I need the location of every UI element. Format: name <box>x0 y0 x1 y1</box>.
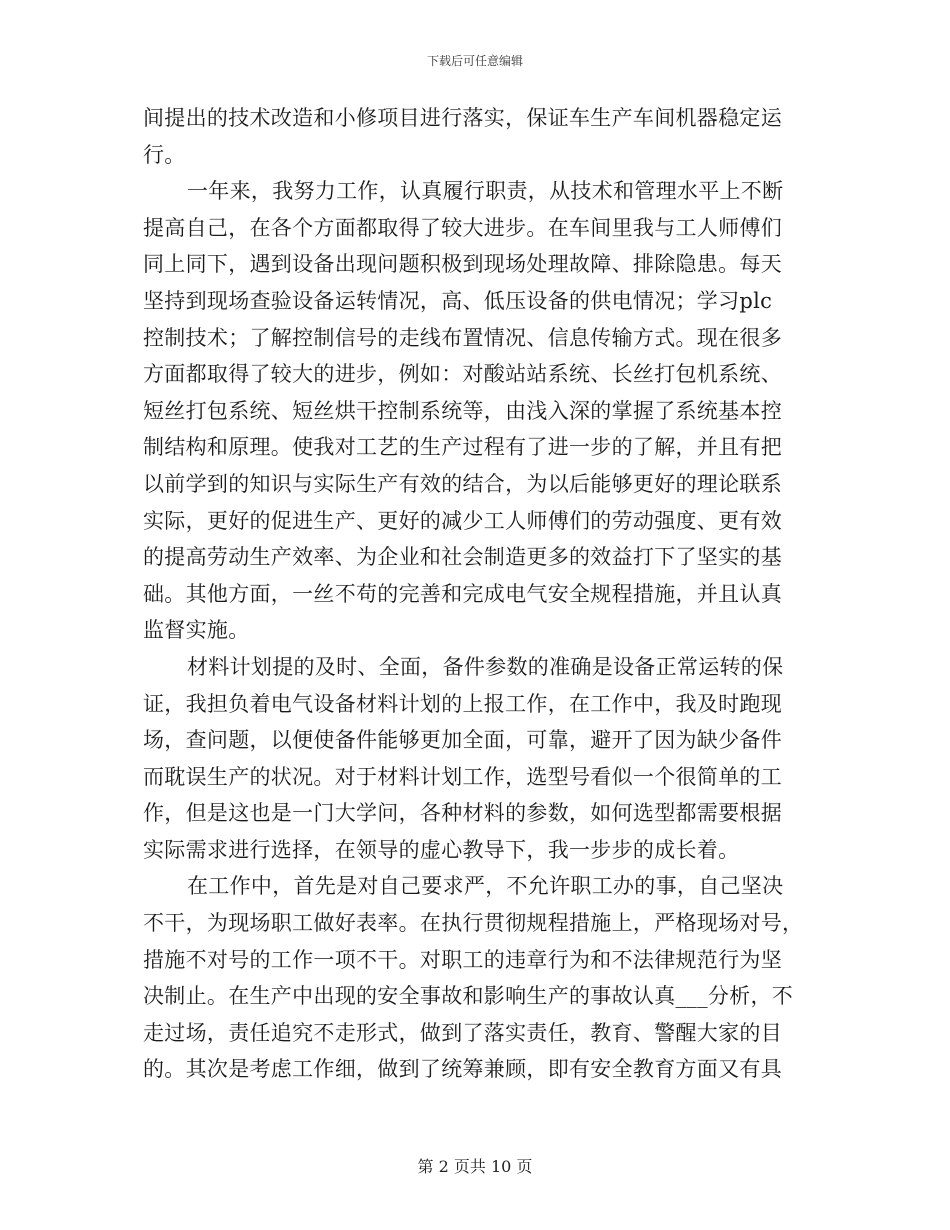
text-line: 的。其次是考虑工作细，做到了统筹兼顾，即有安全教育方面又有具 <box>143 1057 782 1082</box>
text-line: 行。 <box>143 142 186 167</box>
text-line: 不干，为现场职工做好表率。在执行贯彻规程措施上，严格现场对号， <box>143 911 804 936</box>
paragraph-start-line: 一年来，我努力工作，认真履行职责，从技术和管理水平上不断 <box>187 179 784 204</box>
text-line: 短丝打包系统、短丝烘干控制系统等，由浅入深的掌握了系统基本控 <box>143 398 782 423</box>
text-line: 方面都取得了较大的进步，例如：对酸站站系统、长丝打包机系统、 <box>143 362 782 387</box>
paragraph-start-line: 材料计划提的及时、全面，备件参数的准确是设备正常运转的保 <box>187 654 784 679</box>
text-line: 而耽误生产的状况。对于材料计划工作，选型号看似一个很简单的工 <box>143 764 782 789</box>
text-line: 实际需求进行选择，在领导的虚心教导下，我一步步的成长着。 <box>143 837 740 862</box>
text-line: 措施不对号的工作一项不干。对职工的违章行为和不法律规范行为坚 <box>143 947 782 972</box>
text-line: 实际，更好的促进生产、更好的减少工人师傅们的劳动强度、更有效 <box>143 508 782 533</box>
text-line: 的提高劳动生产效率、为企业和社会制造更多的效益打下了坚实的基 <box>143 545 782 570</box>
text-line: 场，查问题，以便使备件能够更加全面，可靠，避开了因为缺少备件 <box>143 728 782 753</box>
text-line: 决制止。在生产中出现的安全事故和影响生产的事故认真___分析，不 <box>143 984 794 1009</box>
text-line: 作，但是这也是一门大学问，各种材料的参数，如何选型都需要根据 <box>143 801 782 826</box>
text-line: 证，我担负着电气设备材料计划的上报工作，在工作中，我及时跑现 <box>143 691 782 716</box>
text-line: 控制技术；了解控制信号的走线布置情况、信息传输方式。现在很多 <box>143 325 782 350</box>
page-header: 下载后可任意编辑 <box>426 54 523 68</box>
text-line: 坚持到现场查验设备运转情况，高、低压设备的供电情况；学习plc <box>143 288 773 313</box>
text-line: 以前学到的知识与实际生产有效的结合，为以后能够更好的理论联系 <box>143 471 782 496</box>
text-line: 提高自己，在各个方面都取得了较大进步。在车间里我与工人师傅们 <box>143 215 782 240</box>
text-line: 制结构和原理。使我对工艺的生产过程有了进一步的了解，并且有把 <box>143 435 782 460</box>
document-body <box>143 100 813 1088</box>
text-line: 间提出的技术改造和小修项目进行落实，保证车生产车间机器稳定运 <box>143 106 782 130</box>
text-line: 走过场，责任追究不走形式，做到了落实责任，教育、警醒大家的目 <box>143 1020 782 1045</box>
page-footer: 第 2 页共 10 页 <box>417 1157 533 1176</box>
text-line: 础。其他方面，一丝不苟的完善和完成电气安全规程措施，并且认真 <box>143 581 782 606</box>
text-line: 同上同下，遇到设备出现问题积极到现场处理故障、排除隐患。每天 <box>143 252 782 277</box>
text-line: 监督实施。 <box>143 618 250 643</box>
paragraph-start-line: 在工作中，首先是对自己要求严，不允许职工办的事，自己坚决 <box>187 874 784 899</box>
